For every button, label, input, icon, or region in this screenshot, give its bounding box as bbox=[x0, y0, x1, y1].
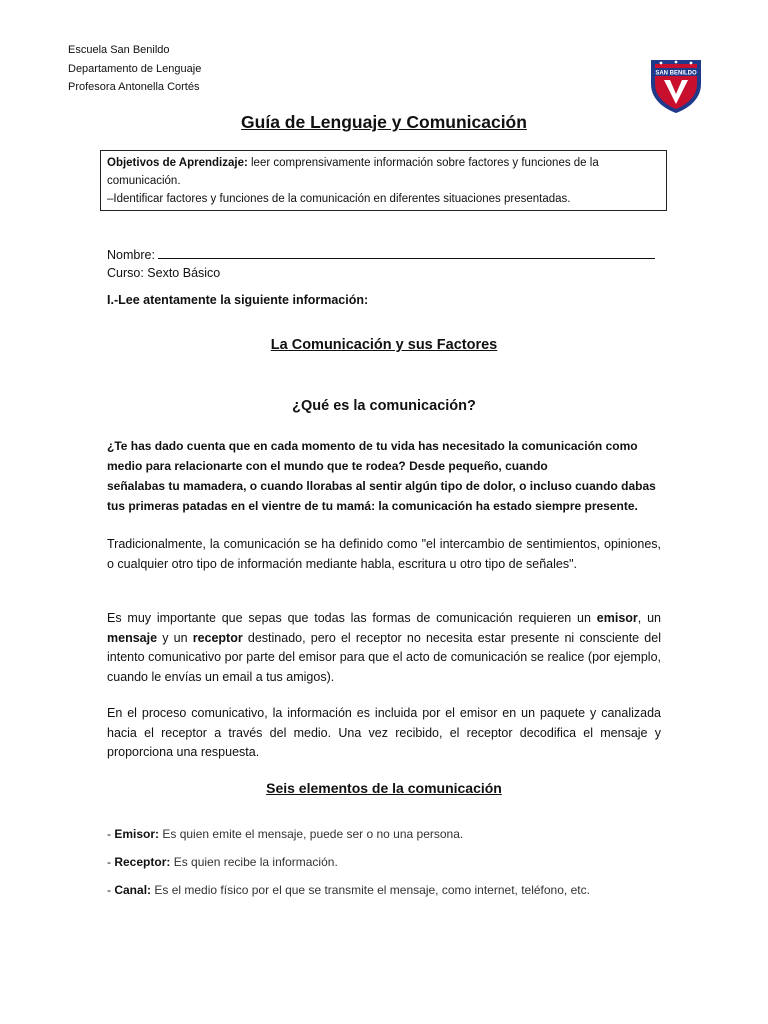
paragraph-text: destinado, pero el receptor no necesita estar presente ni consciente del intento comunicativo por parte del emisor para que el acto de comunicación se realice (por ejemplo, cuando le envías un email a tus amigos). bbox=[107, 630, 661, 684]
paragraph-text: , un bbox=[637, 611, 661, 625]
elements-list bbox=[107, 820, 590, 904]
element-desc: Es quien emite el mensaje, puede ser o no una persona. bbox=[159, 827, 464, 841]
paragraph-text: Es muy importante que sepas que todas las formas de comunicación requieren un bbox=[107, 611, 597, 625]
element-term: Canal: bbox=[114, 883, 152, 897]
paragraph-process: En el proceso comunicativo, la información es incluida por el emisor en un paquete y canalizada hacia el receptor a través del medio. Una vez recibido, el receptor decodifica el mensaje y proporciona una respuesta. bbox=[107, 706, 661, 759]
element-desc: Es quien recibe la información. bbox=[170, 855, 338, 869]
objectives-text-2: –Identificar factores y funciones de la comunicación en diferentes situaciones presentadas. bbox=[107, 193, 571, 205]
intro-line: tus primeras patadas en el vientre de tu mamá: la comunicación ha estado siempre presente. bbox=[107, 499, 638, 513]
paragraph-text: y un bbox=[157, 630, 193, 645]
student-form bbox=[107, 246, 655, 282]
term-receptor: receptor bbox=[192, 630, 243, 645]
school-logo-icon bbox=[647, 54, 705, 114]
element-term: Receptor: bbox=[114, 855, 171, 869]
intro-line: señalabas tu mamadera, o cuando llorabas al sentir algún tipo de dolor, o incluso cuando dabas bbox=[107, 479, 656, 493]
document-title: Guía de Lenguaje y Comunicación bbox=[241, 112, 527, 132]
objectives-text-1: leer comprensivamente información sobre factores y funciones de la comunicación. bbox=[107, 157, 599, 187]
intro-line: ¿Te has dado cuenta que en cada momento de tu vida has necesitado la comunicación como bbox=[107, 439, 638, 453]
paragraph-elements bbox=[107, 609, 661, 687]
name-label: Nombre: bbox=[107, 248, 155, 262]
course-label: Curso: Sexto Básico bbox=[107, 266, 221, 280]
term-mensaje: mensaje bbox=[107, 630, 158, 645]
objectives-label: Objetivos de Aprendizaje: bbox=[107, 157, 248, 169]
elements-title: Seis elementos de la comunicación bbox=[266, 780, 502, 796]
objectives-box bbox=[100, 150, 667, 211]
logo-text: SAN BENILDO bbox=[655, 70, 697, 77]
element-desc: Es el medio físico por el que se transmite el mensaje, como internet, teléfono, etc. bbox=[151, 883, 590, 897]
list-item: - Emisor: Es quien emite el mensaje, puede ser o no una persona. bbox=[107, 827, 464, 841]
element-term: Emisor: bbox=[114, 827, 160, 841]
list-item: - Canal: Es el medio físico por el que se transmite el mensaje, como internet, teléfono, etc. bbox=[107, 883, 590, 897]
instruction-text: I.-Lee atentamente la siguiente información: bbox=[107, 293, 369, 307]
department-name: Departamento de Lenguaje bbox=[68, 62, 202, 75]
school-header bbox=[68, 41, 201, 97]
question-heading: ¿Qué es la comunicación? bbox=[292, 398, 476, 414]
section-title: La Comunicación y sus Factores bbox=[270, 337, 498, 353]
school-name: Escuela San Benildo bbox=[68, 44, 170, 56]
list-item: - Receptor: Es quien recibe la información. bbox=[107, 855, 338, 869]
intro-paragraph bbox=[107, 436, 667, 516]
term-emisor: emisor bbox=[596, 611, 638, 625]
intro-line: medio para relacionarte con el mundo que te rodea? Desde pequeño, cuando bbox=[107, 459, 548, 473]
paragraph-definition: Tradicionalmente, la comunicación se ha definido como "el intercambio de sentimientos, opiniones, o cualquier otro tipo de información mediante habla, escritura u otro tipo de señales". bbox=[107, 537, 661, 571]
teacher-name: Profesora Antonella Cortés bbox=[68, 81, 200, 93]
name-blank-line[interactable] bbox=[158, 246, 655, 259]
